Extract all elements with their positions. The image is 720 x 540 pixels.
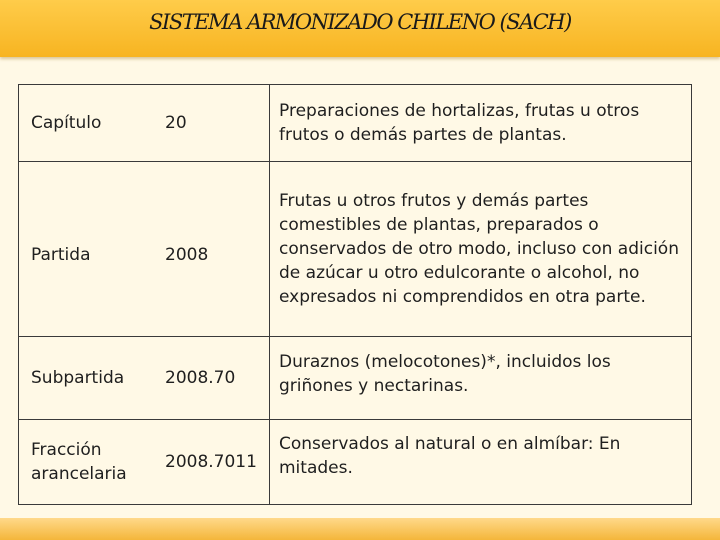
row-label: Partida (19, 162, 158, 337)
row-description: Frutas u otros frutos y demás partes comestibles de plantas, preparados o conservados de otro modo, incluso con adición de azúcar u otro edulcorante o alcohol, no expresados ni comprendidos en otra parte. (270, 162, 692, 337)
row-label: Subpartida (19, 337, 158, 420)
slide-title: SISTEMA ARMONIZADO CHILENO (SACH) (149, 10, 571, 34)
row-label: Fracción arancelaria (19, 420, 158, 505)
row-code: 2008 (157, 162, 270, 337)
table-row-heading (19, 162, 692, 337)
table-row-tariff-item (19, 420, 692, 505)
bottom-bar (0, 518, 720, 540)
row-code: 2008.7011 (157, 420, 270, 505)
classification-table (18, 84, 692, 505)
row-description: Conservados al natural o en almíbar: En mitades. (270, 420, 692, 505)
table-row-subheading (19, 337, 692, 420)
row-description: Preparaciones de hortalizas, frutas u otros frutos o demás partes de plantas. (270, 85, 692, 162)
row-code: 20 (157, 85, 270, 162)
row-description: Duraznos (melocotones)*, incluidos los griñones y nectarinas. (270, 337, 692, 420)
row-code: 2008.70 (157, 337, 270, 420)
table-row-chapter (19, 85, 692, 162)
row-label: Capítulo (19, 85, 158, 162)
